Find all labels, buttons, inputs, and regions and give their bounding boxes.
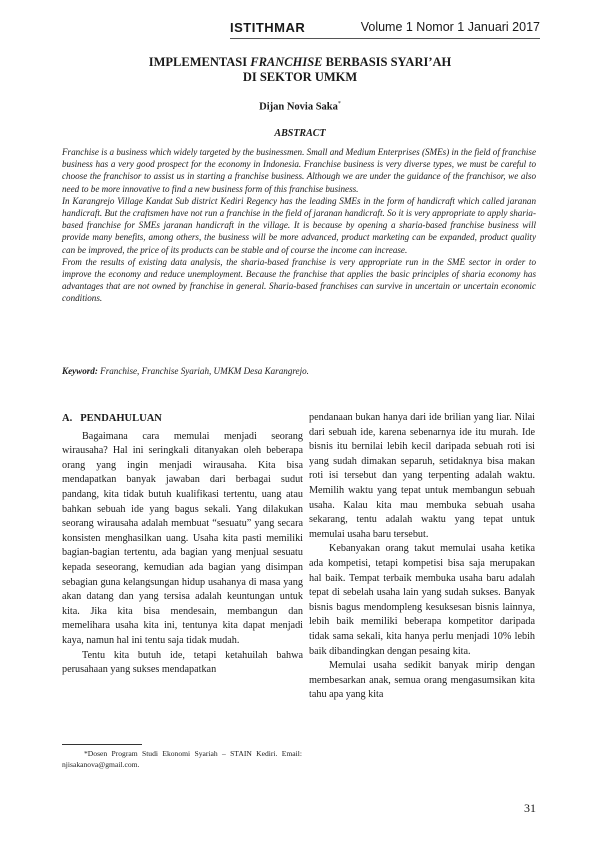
paper-title <box>60 55 540 85</box>
author-name: Dijan Novia Saka <box>259 101 338 113</box>
title-text-italic: FRANCHISE <box>250 55 323 69</box>
title-text-post: BERBASIS SYARI’AH <box>322 55 452 69</box>
body-paragraph: Kebanyakan orang takut memulai usaha ketika ada kompetisi, tetapi kompetisi bisa saja merupakan hal baik. Tempat terbaik membuka usaha baru adalah tepat di sebelah usaha lain yang sudah sukses. Banyak bisnis bagus mendompleng kesuksesan bisnis lainnya, lebih baik memiliki beberapa kompetitor daripada tidak sama sekali, kita hanya perlu menjadi 10% lebih baik dibandingkan dengan pesaing kita. <box>309 543 535 657</box>
author <box>60 101 540 113</box>
title-line-1 <box>60 55 540 70</box>
body-paragraph-continued: pendanaan bukan hanya dari ide brilian yang liar. Nilai dari sebuah ide, karena sebenarnya ide itu murah. Ide bisnis itu bernilai lebih kecil daripada sebuah roti isi yang sudah dimakan separuh, setidaknya bisa makan roti isi tersebut dan yang terpenting adalah waktu. Memilih waktu yang tepat untuk membangun sebuah usaha. Kalau kita mau membuka sebuah usaha sekarang, tentu adalah waktu yang tepat untuk memulai usaha baru tersebut. <box>309 412 535 540</box>
right-column <box>309 411 535 703</box>
abstract-paragraph: From the results of existing data analysis, the sharia-based franchise is very appropriate run in the SME sector in order to improve the economy and reduce unemployment. Because the franchise that applies the basic principles of sharia economy has advantages that are not owned by franchise in general. Sharia-based franchises can survive in uncertain or uncertain economic conditions. <box>62 256 536 304</box>
section-number: A. <box>62 413 73 424</box>
journal-volume: Volume 1 Nomor 1 Januari 2017 <box>360 20 540 34</box>
keywords-list: Franchise, Franchise Syariah, UMKM Desa Karangrejo. <box>97 366 309 376</box>
keywords <box>62 366 536 376</box>
footnote-rule <box>62 744 142 745</box>
body-paragraph: Tentu kita butuh ide, tetapi ketahuilah bahwa perusahaan yang sukses mendapatkan <box>62 649 303 676</box>
keywords-label: Keyword: <box>62 366 98 376</box>
title-text-pre: IMPLEMENTASI <box>148 55 251 69</box>
left-column <box>62 412 303 678</box>
section-heading <box>62 412 303 427</box>
abstract-paragraph: Franchise is a business which widely targeted by the businessmen. Small and Medium Enterprises (SMEs) in the field of franchise business has a very good prospect for the economy in Indonesia. Franchise business is very diverse types, we must be careful to choose the franchisor to assist us in starting a franchise business. Although we are under the guidance of the franchisor, we also need to be more innovative to find a new business form of this franchise business. <box>62 147 536 194</box>
journal-name: ISTITHMAR <box>230 20 306 35</box>
header-rule <box>230 38 540 39</box>
footnote <box>62 748 302 770</box>
abstract-heading: ABSTRACT <box>274 128 326 139</box>
body-paragraph: Memulai usaha sedikit banyak mirip dengan membesarkan anak, semua orang mengasumsikan kita tahu apa yang kita <box>309 660 535 701</box>
footnote-text: *Dosen Program Studi Ekonomi Syariah – STAIN Kediri. Email: njisakanova@gmail.com. <box>62 749 302 769</box>
abstract-paragraph: In Karangrejo Village Kandat Sub district Kediri Regency has the leading SMEs in the form of handicraft which called jaranan handicraft. But the craftsmen have not run a franchise in the field of jaranan handicraft. So it is very appropriate to apply sharia-based franchise for SMEs jaranan handicraft in the village. It is because by opening a sharia-based franchise business will provide many benefits, among others, the business will be more advanced, product marketing can be expanded, product quality can be improved, the price of its products can be stable and of course the income can increase. <box>62 195 536 255</box>
abstract-body <box>62 146 536 305</box>
author-footnote-mark: * <box>337 101 341 107</box>
body-paragraph: Bagaimana cara memulai menjadi seorang wirausaha? Hal ini seringkali ditanyakan oleh beberapa orang yang ingin menjadi wirausaha. Kita bisa mendapatkan banyak jawaban dari berbagai sudut pandang, kita tidak butuh kualifikasi tertentu, uang atau bahkan sebuah ide yang bagus sekali. Yang dilakukan seorang wirausaha adalah membuat “sesuatu” yang secara konsisten menghasilkan uang. Usaha kita pasti memiliki bagian-bagian tertentu, ada bagian yang menjual sesuatu kepada seseorang, kemudian ada bagian yang disimpan sebagian guna kelangsungan hidup usahanya di masa yang akan datang dan yang tersisa adalah keuntungan untuk kita. Jika kita bisa mendesain, membangun dan memelihara usaha kita ini, tentunya kita dapat menjadi kaya, namun hal ini tentu saja tidak mudah. <box>62 430 303 646</box>
title-line-2: DI SEKTOR UMKM <box>242 70 358 84</box>
page-number: 31 <box>524 801 536 815</box>
section-title: PENDAHULUAN <box>80 413 162 424</box>
